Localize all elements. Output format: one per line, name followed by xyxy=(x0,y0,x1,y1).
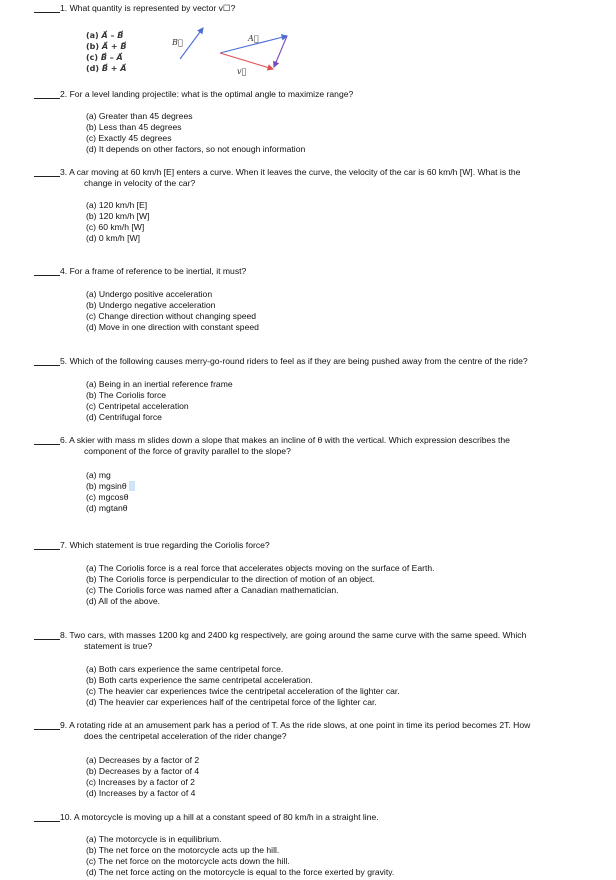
option-b: (b) The net force on the motorcycle acts up the hill. xyxy=(86,845,280,855)
option-b: (b) Decreases by a factor of 4 xyxy=(86,766,200,776)
option-c: (c) Change direction without changing speed xyxy=(86,311,257,321)
answer-blank[interactable] xyxy=(34,549,60,550)
option-list xyxy=(86,834,394,878)
option-b: (b) Less than 45 degrees xyxy=(86,122,182,132)
option-d: (d) Centrifugal force xyxy=(86,412,162,422)
question-number: 8. xyxy=(60,630,68,640)
question-number: 1. xyxy=(60,3,68,13)
question-prompt: Which of the following causes merry-go-round riders to feel as if they are being pushed away from the centre of the ride? xyxy=(69,356,528,366)
option-c: (c) B⃗ – A⃗ xyxy=(86,53,123,62)
option-c: (c) The net force on the motorcycle acts down the hill. xyxy=(86,856,290,866)
option-list xyxy=(86,470,135,514)
vector-b-label: B⃗ xyxy=(172,38,183,47)
answer-blank[interactable] xyxy=(34,275,60,276)
option-d: (d) The heavier car experiences half of the centripetal force of the lighter car. xyxy=(86,697,377,707)
question-number: 4. xyxy=(60,266,68,276)
option-a: (a) The motorcycle is in equilibrium. xyxy=(86,834,222,844)
vector-a-label: A⃗ xyxy=(248,34,259,43)
question-text xyxy=(60,435,590,457)
option-d: (d) B⃗ + A⃗ xyxy=(86,64,127,73)
question-prompt: Two cars, with masses 1200 kg and 2400 kg respectively, are going around the same curve with the same speed. Which xyxy=(69,630,527,640)
option-a: (a) Greater than 45 degrees xyxy=(86,111,193,121)
vector-b-arrow xyxy=(180,28,203,59)
question-prompt-continued: component of the force of gravity parallel to the slope? xyxy=(84,446,291,456)
option-d: (d) Move in one direction with constant speed xyxy=(86,322,259,332)
question-text xyxy=(60,266,590,277)
vector-v-label: v⃗ xyxy=(237,67,247,76)
question-prompt: A rotating ride at an amusement park has a period of T. As the ride slows, at one point in time its period becomes 2T. How xyxy=(69,720,531,730)
question-text xyxy=(60,3,590,14)
option-list xyxy=(86,111,305,155)
question-number: 7. xyxy=(60,540,68,550)
option-a: (a) 120 km/h [E] xyxy=(86,200,148,210)
option-list xyxy=(86,664,400,708)
option-a: (a) mg xyxy=(86,470,111,480)
question-text xyxy=(60,89,590,100)
answer-blank[interactable] xyxy=(34,729,60,730)
question-prompt: A motorcycle is moving up a hill at a constant speed of 80 km/h in a straight line. xyxy=(73,812,379,822)
question-number: 9. xyxy=(60,720,68,730)
option-list xyxy=(86,379,233,423)
question-text xyxy=(60,630,590,652)
question-prompt: For a level landing projectile: what is the optimal angle to maximize range? xyxy=(69,89,354,99)
answer-blank[interactable] xyxy=(34,176,60,177)
option-b: (b) The Coriolis force is perpendicular to the direction of motion of an object. xyxy=(86,574,375,584)
question-prompt-continued: does the centripetal acceleration of the rider change? xyxy=(84,731,287,741)
question-text xyxy=(60,167,590,189)
option-a: (a) A⃗ – B⃗ xyxy=(86,31,124,40)
option-list xyxy=(86,30,126,74)
option-list xyxy=(86,200,150,244)
question-prompt: A car moving at 60 km/h [E] enters a curve. When it leaves the curve, the velocity of the car is 60 km/h [W]. What is the xyxy=(69,167,521,177)
vector-diagram xyxy=(166,21,306,81)
question-prompt-continued: change in velocity of the car? xyxy=(84,178,196,188)
option-a: (a) Both cars experience the same centripetal force. xyxy=(86,664,284,674)
option-c: (c) mgcosθ xyxy=(86,492,129,502)
option-d: (d) mgtanθ xyxy=(86,503,128,513)
question-prompt-continued: statement is true? xyxy=(84,641,153,651)
option-c: (c) The heavier car experiences twice the centripetal acceleration of the lighter car. xyxy=(86,686,400,696)
option-b: (b) Both carts experience the same centripetal acceleration. xyxy=(86,675,313,685)
question-text xyxy=(60,812,590,823)
answer-blank[interactable] xyxy=(34,639,60,640)
option-d: (d) The net force acting on the motorcycle is equal to the force exerted by gravity. xyxy=(86,867,395,877)
option-d: (d) 0 km/h [W] xyxy=(86,233,140,243)
option-b: (b) mgsinθ xyxy=(86,481,135,492)
option-list xyxy=(86,289,259,333)
option-a: (a) Being in an inertial reference frame xyxy=(86,379,233,389)
option-c: (c) Exactly 45 degrees xyxy=(86,133,172,143)
answer-blank[interactable] xyxy=(34,365,60,366)
vector-v-arrow xyxy=(220,53,273,69)
option-a: (a) The Coriolis force is a real force that accelerates objects moving on the surface of Earth. xyxy=(86,563,435,573)
option-c: (c) The Coriolis force was named after a Canadian mathematician. xyxy=(86,585,339,595)
option-list xyxy=(86,563,435,607)
option-c: (c) Centripetal acceleration xyxy=(86,401,189,411)
option-d: (d) Increases by a factor of 4 xyxy=(86,788,196,798)
option-b: (b) A⃗ + B⃗ xyxy=(86,42,127,51)
option-a: (a) Decreases by a factor of 2 xyxy=(86,755,200,765)
option-b: (b) 120 km/h [W] xyxy=(86,211,150,221)
option-b: (b) The Coriolis force xyxy=(86,390,167,400)
option-list xyxy=(86,755,199,799)
question-prompt: For a frame of reference to be inertial, it must? xyxy=(69,266,247,276)
answer-blank[interactable] xyxy=(34,12,60,13)
text-cursor-selection xyxy=(129,481,135,491)
option-b: (b) Undergo negative acceleration xyxy=(86,300,216,310)
question-text xyxy=(60,720,590,742)
option-d: (d) All of the above. xyxy=(86,596,161,606)
option-d: (d) It depends on other factors, so not enough information xyxy=(86,144,306,154)
answer-blank[interactable] xyxy=(34,98,60,99)
question-number: 5. xyxy=(60,356,68,366)
question-number: 6. xyxy=(60,435,68,445)
question-prompt: What quantity is represented by vector v☐? xyxy=(69,3,236,13)
vector-diff-arrow xyxy=(274,36,287,67)
question-text xyxy=(60,356,590,367)
question-prompt: Which statement is true regarding the Coriolis force? xyxy=(69,540,270,550)
question-number: 10. xyxy=(60,812,72,822)
option-a: (a) Undergo positive acceleration xyxy=(86,289,213,299)
question-text xyxy=(60,540,590,551)
option-c: (c) Increases by a factor of 2 xyxy=(86,777,195,787)
option-c: (c) 60 km/h [W] xyxy=(86,222,145,232)
question-number: 3. xyxy=(60,167,68,177)
answer-blank[interactable] xyxy=(34,821,60,822)
question-number: 2. xyxy=(60,89,68,99)
question-prompt: A skier with mass m slides down a slope that makes an incline of θ with the vertical. Which expression describes the xyxy=(69,435,510,445)
answer-blank[interactable] xyxy=(34,444,60,445)
